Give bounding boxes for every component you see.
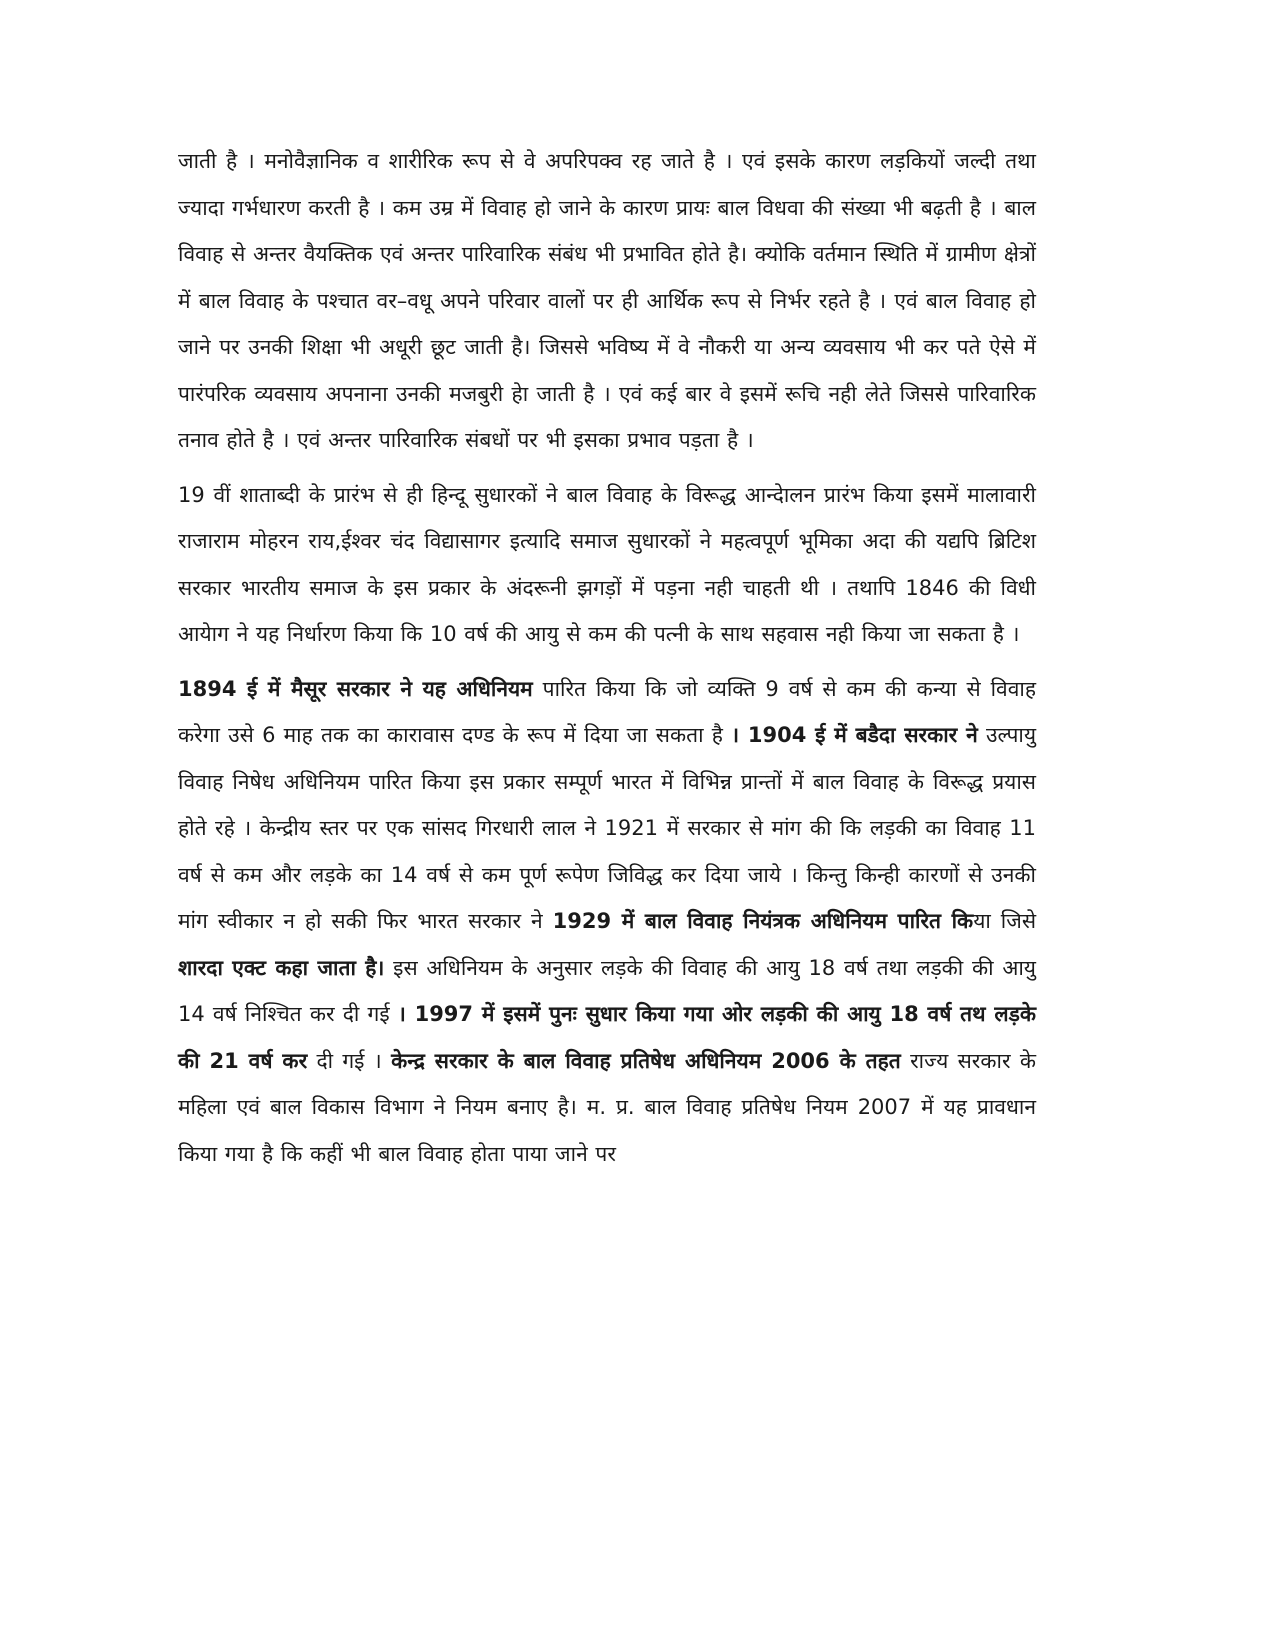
paragraph-text: उल्पायु विवाह निषेध अधिनियम पारित किया इस प्रकार सम्पूर्ण भारत में विभिन्न प्रान्तों में बाल विवाह के विरूद्ध प्रयास होते रहे । केन्द्रीय स्तर पर एक सांसद गिरधारी लाल ने 1921 में सरकार से मांग की कि लड़की का विवाह 11 वर्ष से कम और लड़के का 14 वर्ष से कम पूर्ण रूपेण जिविद्ध कर दिया जाये । किन्तु किन्ही कारणों से उनकी मांग स्वीकार न हो सकी फिर भारत सरकार ने [178,723,1037,933]
paragraph-text: पारित किया कि जो व्यक्ति 9 वर्ष से कम की कन्या से विवाह करेगा उसे 6 माह तक का कारावास दण्ड के रूप में दिया जा सकता है [178,676,1036,747]
paragraph-text: दी गई । [307,1048,392,1073]
paragraph-2 [178,472,1036,658]
bold-text: केन्द्र सरकार के बाल विवाह प्रतिषेध अधिनियम 2006 के तहत [391,1048,901,1073]
bold-text: । 1997 में इसमें पुनः सुधार किया गया ओर लड़की की आयु 18 वर्ष तथ लड़के की 21 वर्ष कर [178,1002,1036,1073]
bold-text: 1894 ई में मैसूर सरकार ने यह अधिनियम [178,676,533,701]
bold-text: । 1904 ई में बडैदा सरकार ने [731,723,978,747]
document-page [178,138,1036,1177]
bold-text: 1929 में बाल विवाह नियंत्रक अधिनियम पारित कि [552,909,974,933]
paragraph-3 [178,666,1036,1178]
paragraph-text: या जिसे [973,909,1037,933]
paragraph-1 [178,138,1036,464]
paragraph-text: इस अधिनियम के अनुसार लड़के की विवाह की आयु 18 वर्ष तथा लड़की की आयु 14 वर्ष निश्चित कर दी गई [178,955,1036,1026]
bold-text: शारदा एक्ट कहा जाता है। [178,955,385,980]
paragraph-text: जाती है । मनोवैज्ञानिक व शारीरिक रूप से वे अपरिपक्व रह जाते है । एवं इसके कारण लड़कियों जल्दी तथा ज्यादा गर्भधारण करती है । कम उम्र में विवाह हो जाने के कारण प्रायः बाल विधवा की संख्या भी बढ़ती है । बाल विवाह से अन्तर वैयक्तिक एवं अन्तर पारिवारिक संबंध भी प्रभावित होते है। क्योकि वर्तमान स्थिति में ग्रामीण क्षेत्रों में बाल विवाह के पश्चात वर–वधू अपने परिवार वालों पर ही आर्थिक रूप से निर्भर रहते है । एवं बाल विवाह हो जाने पर उनकी शिक्षा भी अधूरी छूट जाती है। जिससे भविष्य में वे नौकरी या अन्य व्यवसाय भी कर पते ऐसे में पारंपरिक व्यवसाय अपनाना उनकी मजबुरी हेा जाती है । एवं कई बार वे इसमें रूचि नही लेते जिससे पारिवारिक तनाव होते है । एवं अन्तर पारिवारिक संबधों पर भी इसका प्रभाव पड़ता है । [178,149,1036,452]
paragraph-text: 19 वीं शाताब्दी के प्रारंभ से ही हिन्दू सुधारकों ने बाल विवाह के विरूद्ध आन्देालन प्रारंभ किया इसमें मालावारी राजाराम मोहरन राय,ईश्वर चंद विद्यासागर इत्यादि समाज सुधारकों ने महत्वपूर्ण भूमिका अदा की यद्यपि ब्रिटिश सरकार भारतीय समाज के इस प्रकार के अंदरूनी झगड़ों में पड़ना नही चाहती थी । तथापि 1846 की विधी आयेाग ने यह निर्धारण किया कि 10 वर्ष की आयु से कम की पत्नी के साथ सहवास नही किया जा सकता है । [178,482,1036,646]
paragraph-text: राज्य सरकार के महिला एवं बाल विकास विभाग ने नियम बनाए है। म. प्र. बाल विवाह प्रतिषेध नियम 2007 में यह प्रावधान किया गया है कि कहीं भी बाल विवाह होता पाया जाने पर [178,1048,1036,1166]
